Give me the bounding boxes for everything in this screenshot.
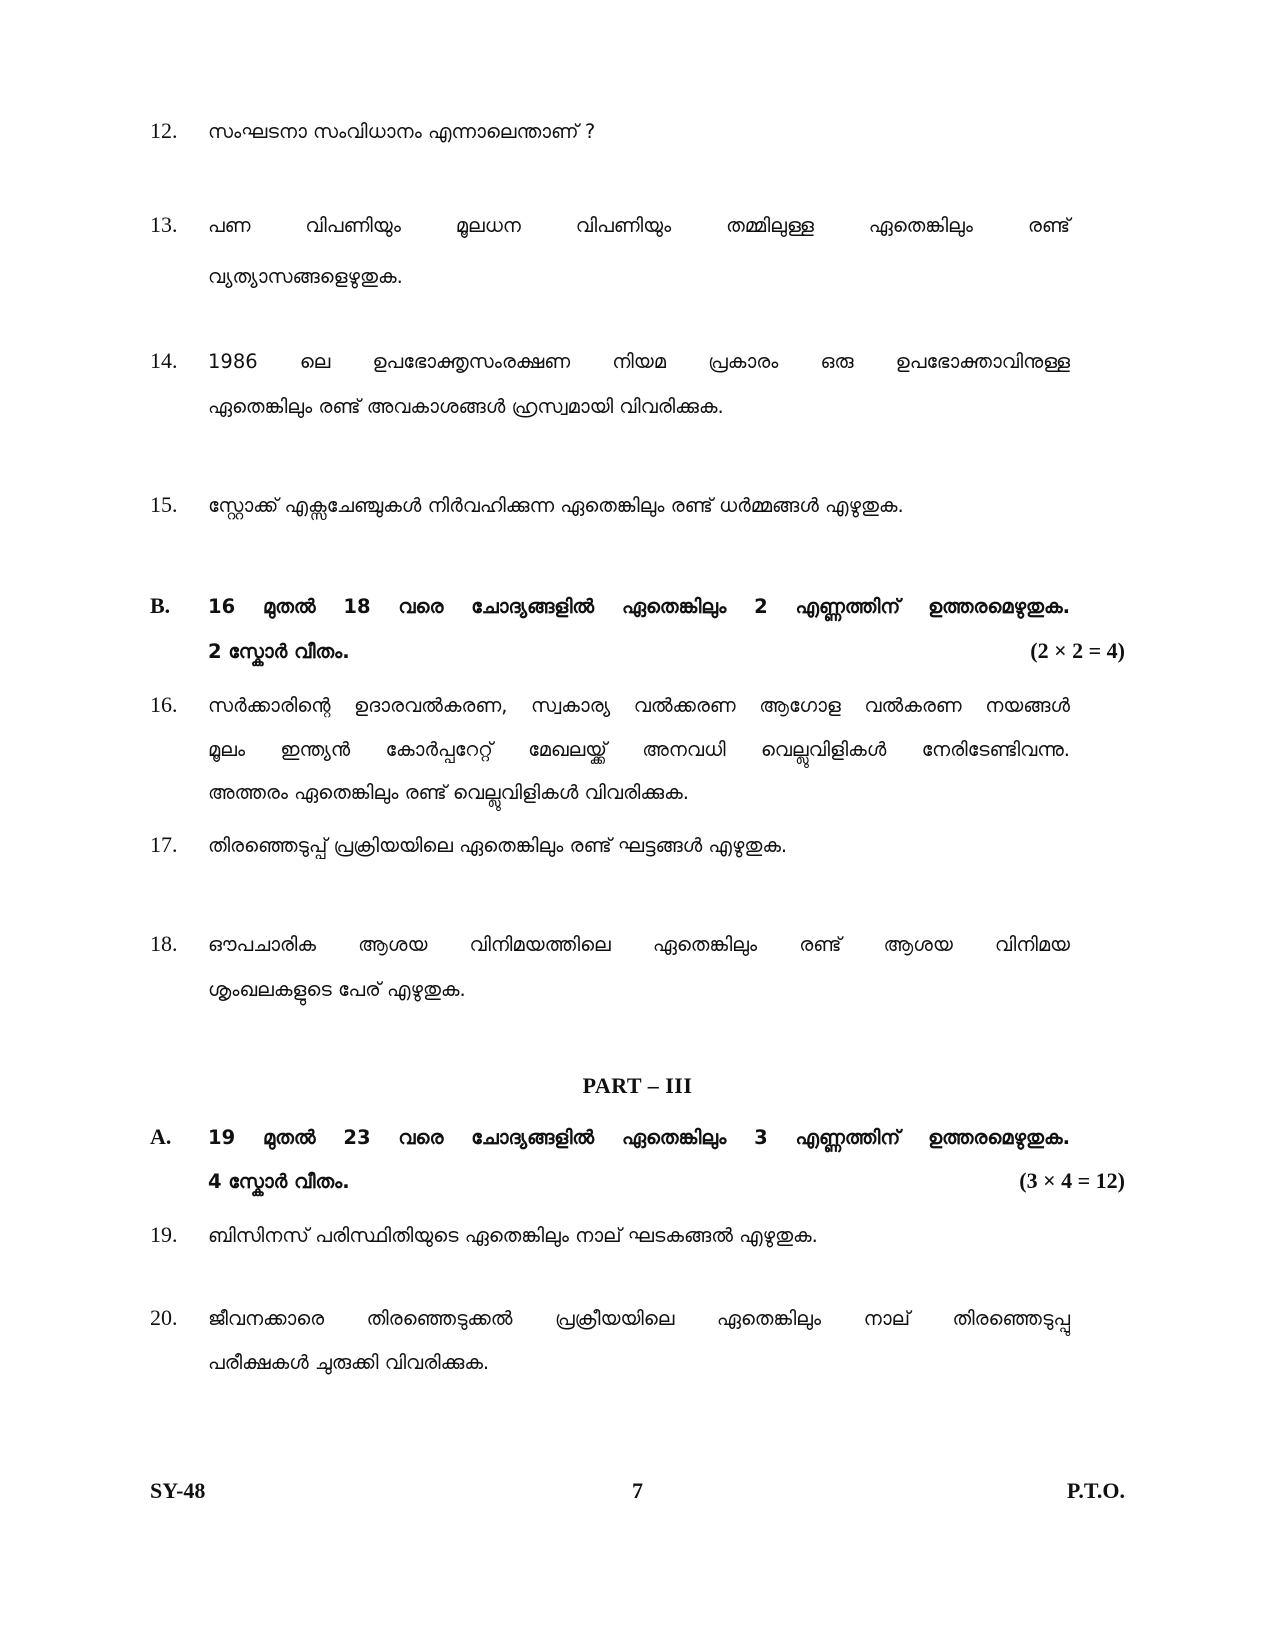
question-text: മൂലം ഇന്ത്യൻ കോർപ്പറേറ്റ് മേഖലയ്ക്ക് അനവധി വെല്ലുവിളികൾ നേരിടേണ്ടിവന്നു. bbox=[208, 738, 1070, 761]
pto-label: P.T.O. bbox=[1066, 1478, 1125, 1503]
part-title: PART – III bbox=[582, 1073, 693, 1098]
question-text: തിരഞ്ഞെടുപ്പ് പ്രക്രിയയിലെ ഏതെങ്കിലും രണ്ട് ഘട്ടങ്ങൾ എഴുതുക. bbox=[208, 834, 788, 857]
paper-code: SY-48 bbox=[150, 1478, 206, 1503]
question-text: സ്റ്റോക്ക് എക്സചേഞ്ചുകൾ നിർവഹിക്കുന്ന ഏതെങ്കിലും രണ്ട് ധർമ്മങ്ങൾ എഴുതുക. bbox=[208, 494, 904, 517]
section-label: A. bbox=[150, 1124, 172, 1149]
question-number: 18. bbox=[150, 931, 178, 956]
question-text: ബിസിനസ് പരിസ്ഥിതിയുടെ ഏതെങ്കിലും നാല് ഘടകങ്ങൽ എഴുതുക. bbox=[208, 1224, 818, 1247]
question-text: ജീവനക്കാരെ തിരഞ്ഞെടുക്കൽ പ്രക്രീയയിലെ ഏതെങ്കിലും നാല് തിരഞ്ഞെടുപ്പു bbox=[208, 1307, 1070, 1330]
question-number: 15. bbox=[150, 492, 178, 517]
question-text: ശൃംഖലകളുടെ പേര് എഴുതുക. bbox=[208, 978, 466, 1001]
section-label: B. bbox=[150, 593, 171, 618]
question-number: 19. bbox=[150, 1222, 178, 1247]
section-instruction: 19 മുതൽ 23 വരെ ചോദ്യങ്ങളിൽ ഏതെങ്കിലും 3 എണ്ണത്തിന് ഉത്തരമെഴുതുക. bbox=[208, 1126, 1070, 1149]
section-instruction: 16 മുതൽ 18 വരെ ചോദ്യങ്ങളിൽ ഏതെങ്കിലും 2 എണ്ണത്തിന് ഉത്തരമെഴുതുക. bbox=[208, 595, 1070, 618]
question-text: പരീക്ഷകൾ ചുരുക്കി വിവരിക്കുക. bbox=[208, 1351, 490, 1374]
section-score-each: 4 സ്കോർ വീതം. bbox=[208, 1170, 350, 1193]
question-number: 20. bbox=[150, 1305, 178, 1330]
question-number: 12. bbox=[150, 118, 178, 143]
section-score-each: 2 സ്കോർ വീതം. bbox=[208, 640, 350, 663]
question-text: സർക്കാരിന്റെ ഉദാരവൽകരണ, സ്വകാര്യ വൽക്കരണ ആഗോള വൽകരണ നയങ്ങൾ bbox=[208, 694, 1070, 717]
section-marks: (3 × 4 = 12) bbox=[1019, 1168, 1125, 1193]
question-number: 13. bbox=[150, 212, 178, 237]
page-number: 7 bbox=[632, 1478, 643, 1503]
section-marks: (2 × 2 = 4) bbox=[1030, 638, 1125, 663]
question-text: 1986 ലെ ഉപഭോക്തൃസംരക്ഷണ നിയമ പ്രകാരം ഒരു ഉപഭോക്താവിനുള്ള bbox=[208, 350, 1070, 373]
question-text: ഏതെങ്കിലും രണ്ട് അവകാശങ്ങൾ ഹ്രസ്വമായി വിവരിക്കുക. bbox=[208, 395, 724, 418]
question-number: 14. bbox=[150, 348, 178, 373]
question-text: അത്തരം ഏതെങ്കിലും രണ്ട് വെല്ലുവിളികൾ വിവരിക്കുക. bbox=[208, 781, 689, 804]
question-text: സംഘടനാ സംവിധാനം എന്നാലെന്താണ് ? bbox=[208, 120, 596, 143]
question-text: ഔപചാരിക ആശയ വിനിമയത്തിലെ ഏതെങ്കിലും രണ്ട് ആശയ വിനിമയ bbox=[208, 933, 1070, 956]
question-number: 17. bbox=[150, 832, 178, 857]
question-number: 16. bbox=[150, 692, 178, 717]
question-text: വ്യത്യാസങ്ങളെഴുതുക. bbox=[208, 265, 403, 288]
question-text: പണ വിപണിയും മൂലധന വിപണിയും തമ്മിലുള്ള ഏതെങ്കിലും രണ്ട് bbox=[208, 214, 1070, 237]
